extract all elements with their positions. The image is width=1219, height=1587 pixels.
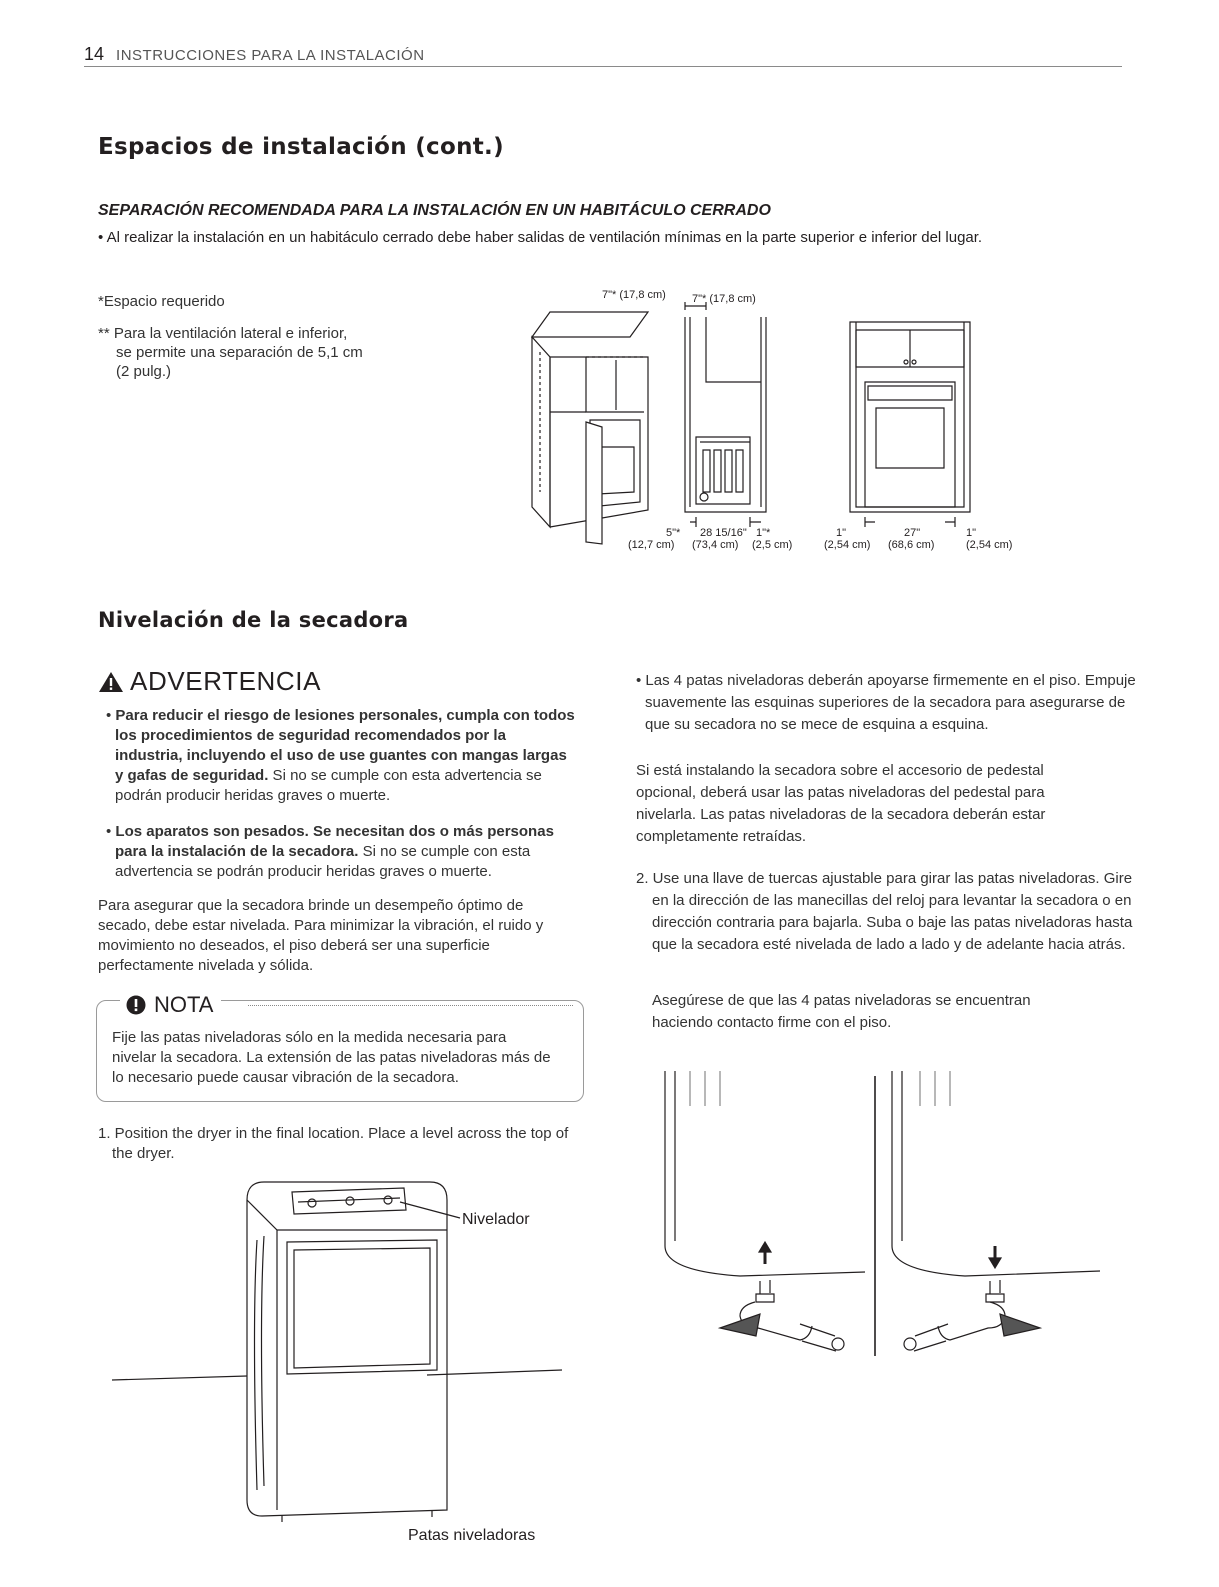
page-header — [84, 44, 425, 65]
leveling-intro: Para asegurar que la secadora brinde un desempeño óptimo de secado, debe estar nivelada. Para minimizar la vibración, el ruido y movimiento no deseados, el piso deberá ser una superficie perfectamente nivelada y sólida. — [98, 897, 544, 974]
warning-item-1: • Para reducir el riesgo de lesiones personales, cumpla con todos los procedimientos de seguridad recomendados por la industria, incluyendo el uso de use guantes con mangas largas y gafas de seguridad. Si no se cumple con esta advertencia se podrán producir heridas graves o muerte. — [106, 707, 575, 804]
side-dim-1-in: 5"* — [666, 527, 681, 539]
warning-header — [98, 666, 321, 697]
dryer-level-illustration — [112, 1170, 572, 1550]
top-clearance-label-1: 7"* (17,8 cm) — [602, 289, 666, 301]
note-header — [120, 992, 221, 1018]
nivelador-label: Nivelador — [462, 1211, 530, 1228]
front-dim-1-in: 1" — [836, 527, 847, 539]
ventilation-bullet: • Al realizar la instalación en un habitáculo cerrado debe haber salidas de ventilación mínimas en la parte superior e inferior del lugar. — [98, 229, 983, 246]
warning-item-2-rest: Si no se cumple con esta advertencia se podrán producir heridas graves o muerte. — [115, 843, 531, 880]
side-dim-3-cm: (2,5 cm) — [752, 539, 793, 551]
closet-side-view-illustration — [685, 302, 766, 527]
section-title-nivelacion: Nivelación de la secadora — [98, 608, 409, 632]
warning-title: ADVERTENCIA — [130, 666, 322, 696]
patas-niveladoras-label: Patas niveladoras — [408, 1527, 536, 1544]
step-2: 2. Use una llave de tuercas ajustable para girar las patas niveladoras. Gire en la dirección de las manecillas del reloj para levantar la secadora o en dirección contraria para bajarla. Suba o baje las patas niveladoras hasta que la secadora esté nivelada de lado a lado y de adelante hacia atrás. — [636, 870, 1133, 953]
section-header: INSTRUCCIONES PARA LA INSTALACIÓN — [116, 47, 425, 64]
side-dim-3-in: 1"* — [756, 527, 771, 539]
front-dim-3-in: 1" — [966, 527, 977, 539]
side-dim-2-cm: (73,4 cm) — [692, 539, 739, 551]
pedestal-paragraph: Si está instalando la secadora sobre el accesorio de pedestal opcional, deberá usar las patas niveladoras del pedestal para nivelarla. Las patas niveladoras de la secadora deberán estar completamente retraídas. — [636, 762, 1046, 845]
warning-item-2: • Los aparatos son pesados. Se necesitan dos o más personas para la instalación de la secadora. Si no se cumple con esta advertencia se podrán producir heridas graves o muerte. — [106, 823, 554, 880]
step-2-contact: Asegúrese de que las 4 patas niveladoras se encuentran haciendo contacto firme con el piso. — [652, 992, 1031, 1031]
front-dim-3-cm: (2,54 cm) — [966, 539, 1013, 551]
front-dim-2-cm: (68,6 cm) — [888, 539, 935, 551]
note-ventilation-line-3: (2 pulg.) — [116, 363, 172, 380]
note-title: NOTA — [154, 992, 214, 1017]
step-1: 1. Position the dryer in the final location. Place a level across the top of the dryer. — [98, 1125, 569, 1162]
note-ventilation — [98, 324, 418, 381]
top-clearance-label-2: 7"* (17,8 cm) — [692, 293, 756, 305]
closet-front-view-illustration — [850, 322, 970, 527]
front-dim-1-cm: (2,54 cm) — [824, 539, 871, 551]
front-dim-2-in: 27" — [904, 527, 921, 539]
warning-item-1-rest: Si no se cumple con esta advertencia se podrán producir heridas graves o muerte. — [115, 767, 542, 804]
note-text: Fije las patas niveladoras sólo en la medida necesaria para nivelar la secadora. La extensión de las patas niveladoras más de lo necesario puede causar vibración de la secadora. — [112, 1029, 551, 1086]
warning-triangle-icon — [98, 671, 124, 693]
wrench-leveling-illustration — [660, 1066, 1110, 1366]
header-rule — [84, 66, 1122, 67]
note-required-space: *Espacio requerido — [98, 293, 225, 310]
info-icon — [126, 995, 146, 1015]
section-title-espacios: Espacios de instalación (cont.) — [98, 134, 504, 160]
right-bullet: • Las 4 patas niveladoras deberán apoyarse firmemente en el piso. Empuje suavemente las esquinas superiores de la secadora para asegurarse de que su secadora no se mece de esquina a esquina. — [636, 672, 1136, 733]
side-dim-2-in: 28 15/16" — [700, 527, 747, 539]
closet-perspective-illustration — [532, 312, 648, 544]
clearance-diagram — [520, 282, 1030, 562]
warning-item-1-bold: Para reducir el riesgo de lesiones personales, cumpla con todos los procedimientos de seguridad recomendados por la industria, incluyendo el uso de use guantes con mangas largas y gafas de seguridad. — [115, 707, 575, 784]
page-number: 14 — [84, 44, 105, 64]
warning-item-2-bold: Los aparatos son pesados. Se necesitan dos o más personas para la instalación de la secadora. — [115, 823, 554, 860]
subsection-title: SEPARACIÓN RECOMENDADA PARA LA INSTALACIÓN EN UN HABITÁCULO CERRADO — [98, 202, 771, 219]
side-dim-1-cm: (12,7 cm) — [628, 539, 675, 551]
note-divider — [248, 1005, 573, 1006]
note-ventilation-line-1: ** Para la ventilación lateral e inferior, — [98, 325, 348, 342]
note-ventilation-line-2: se permite una separación de 5,1 cm — [116, 344, 363, 361]
